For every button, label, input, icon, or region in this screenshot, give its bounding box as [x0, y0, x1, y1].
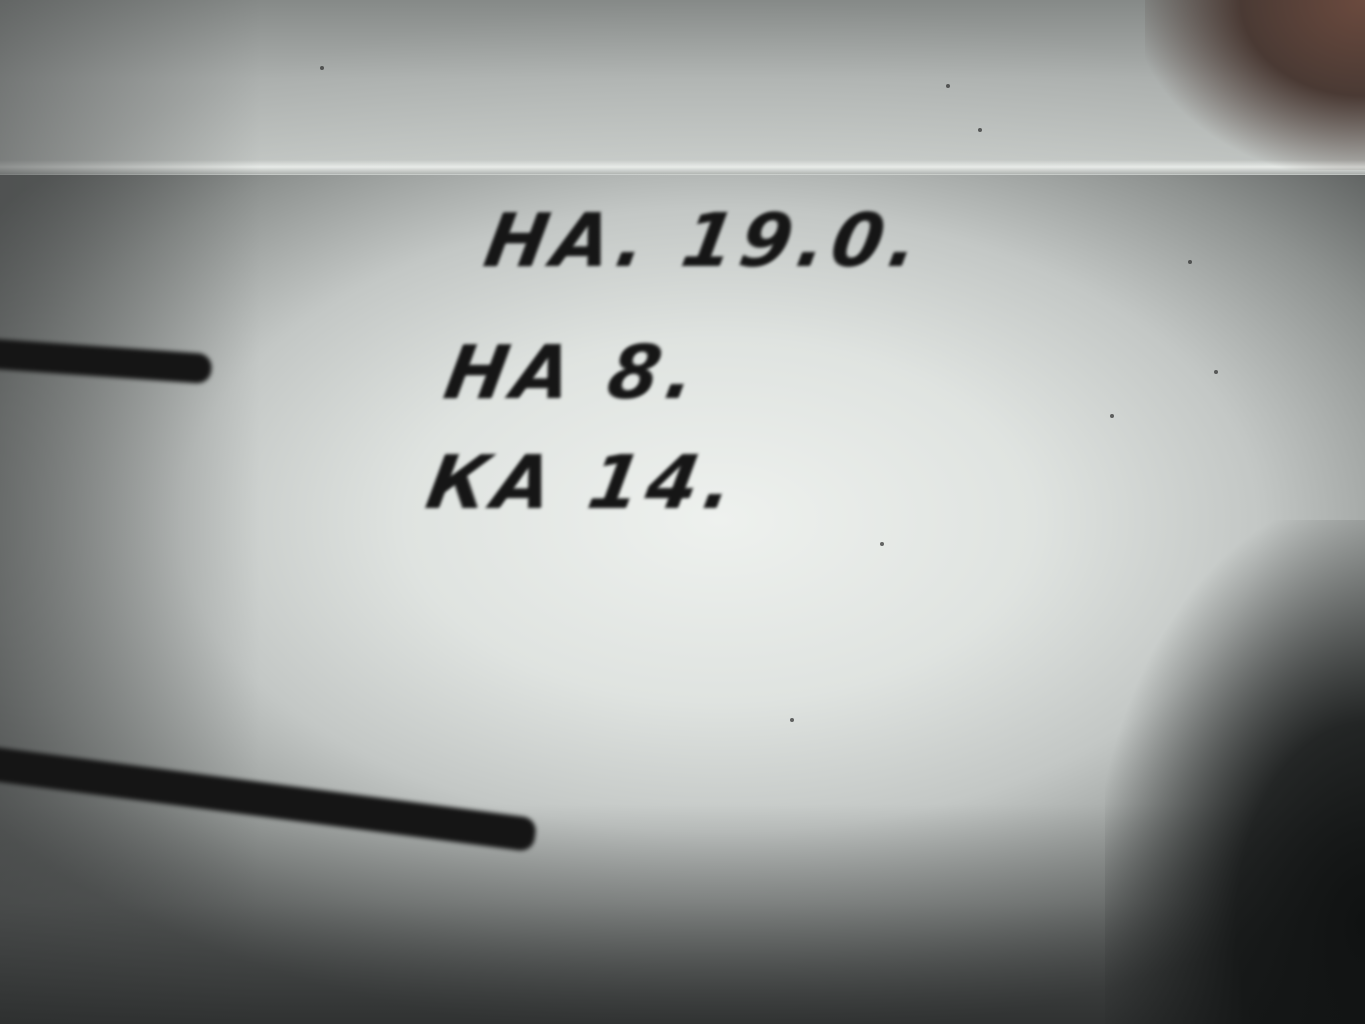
ink-speck	[946, 84, 950, 88]
ink-speck	[1214, 370, 1218, 374]
ink-speck	[880, 542, 884, 546]
right-shadow	[1105, 520, 1365, 1024]
ink-speck	[978, 128, 982, 132]
ink-speck	[790, 718, 794, 722]
handwritten-line-3: КА 14.	[420, 440, 747, 526]
handwritten-line-1: НА. 19.0.	[478, 198, 932, 284]
handwritten-line-2: НА 8.	[438, 330, 709, 416]
ink-speck	[1110, 414, 1114, 418]
ink-speck	[320, 66, 324, 70]
background-corner	[1145, 0, 1365, 170]
ink-speck	[1188, 260, 1192, 264]
